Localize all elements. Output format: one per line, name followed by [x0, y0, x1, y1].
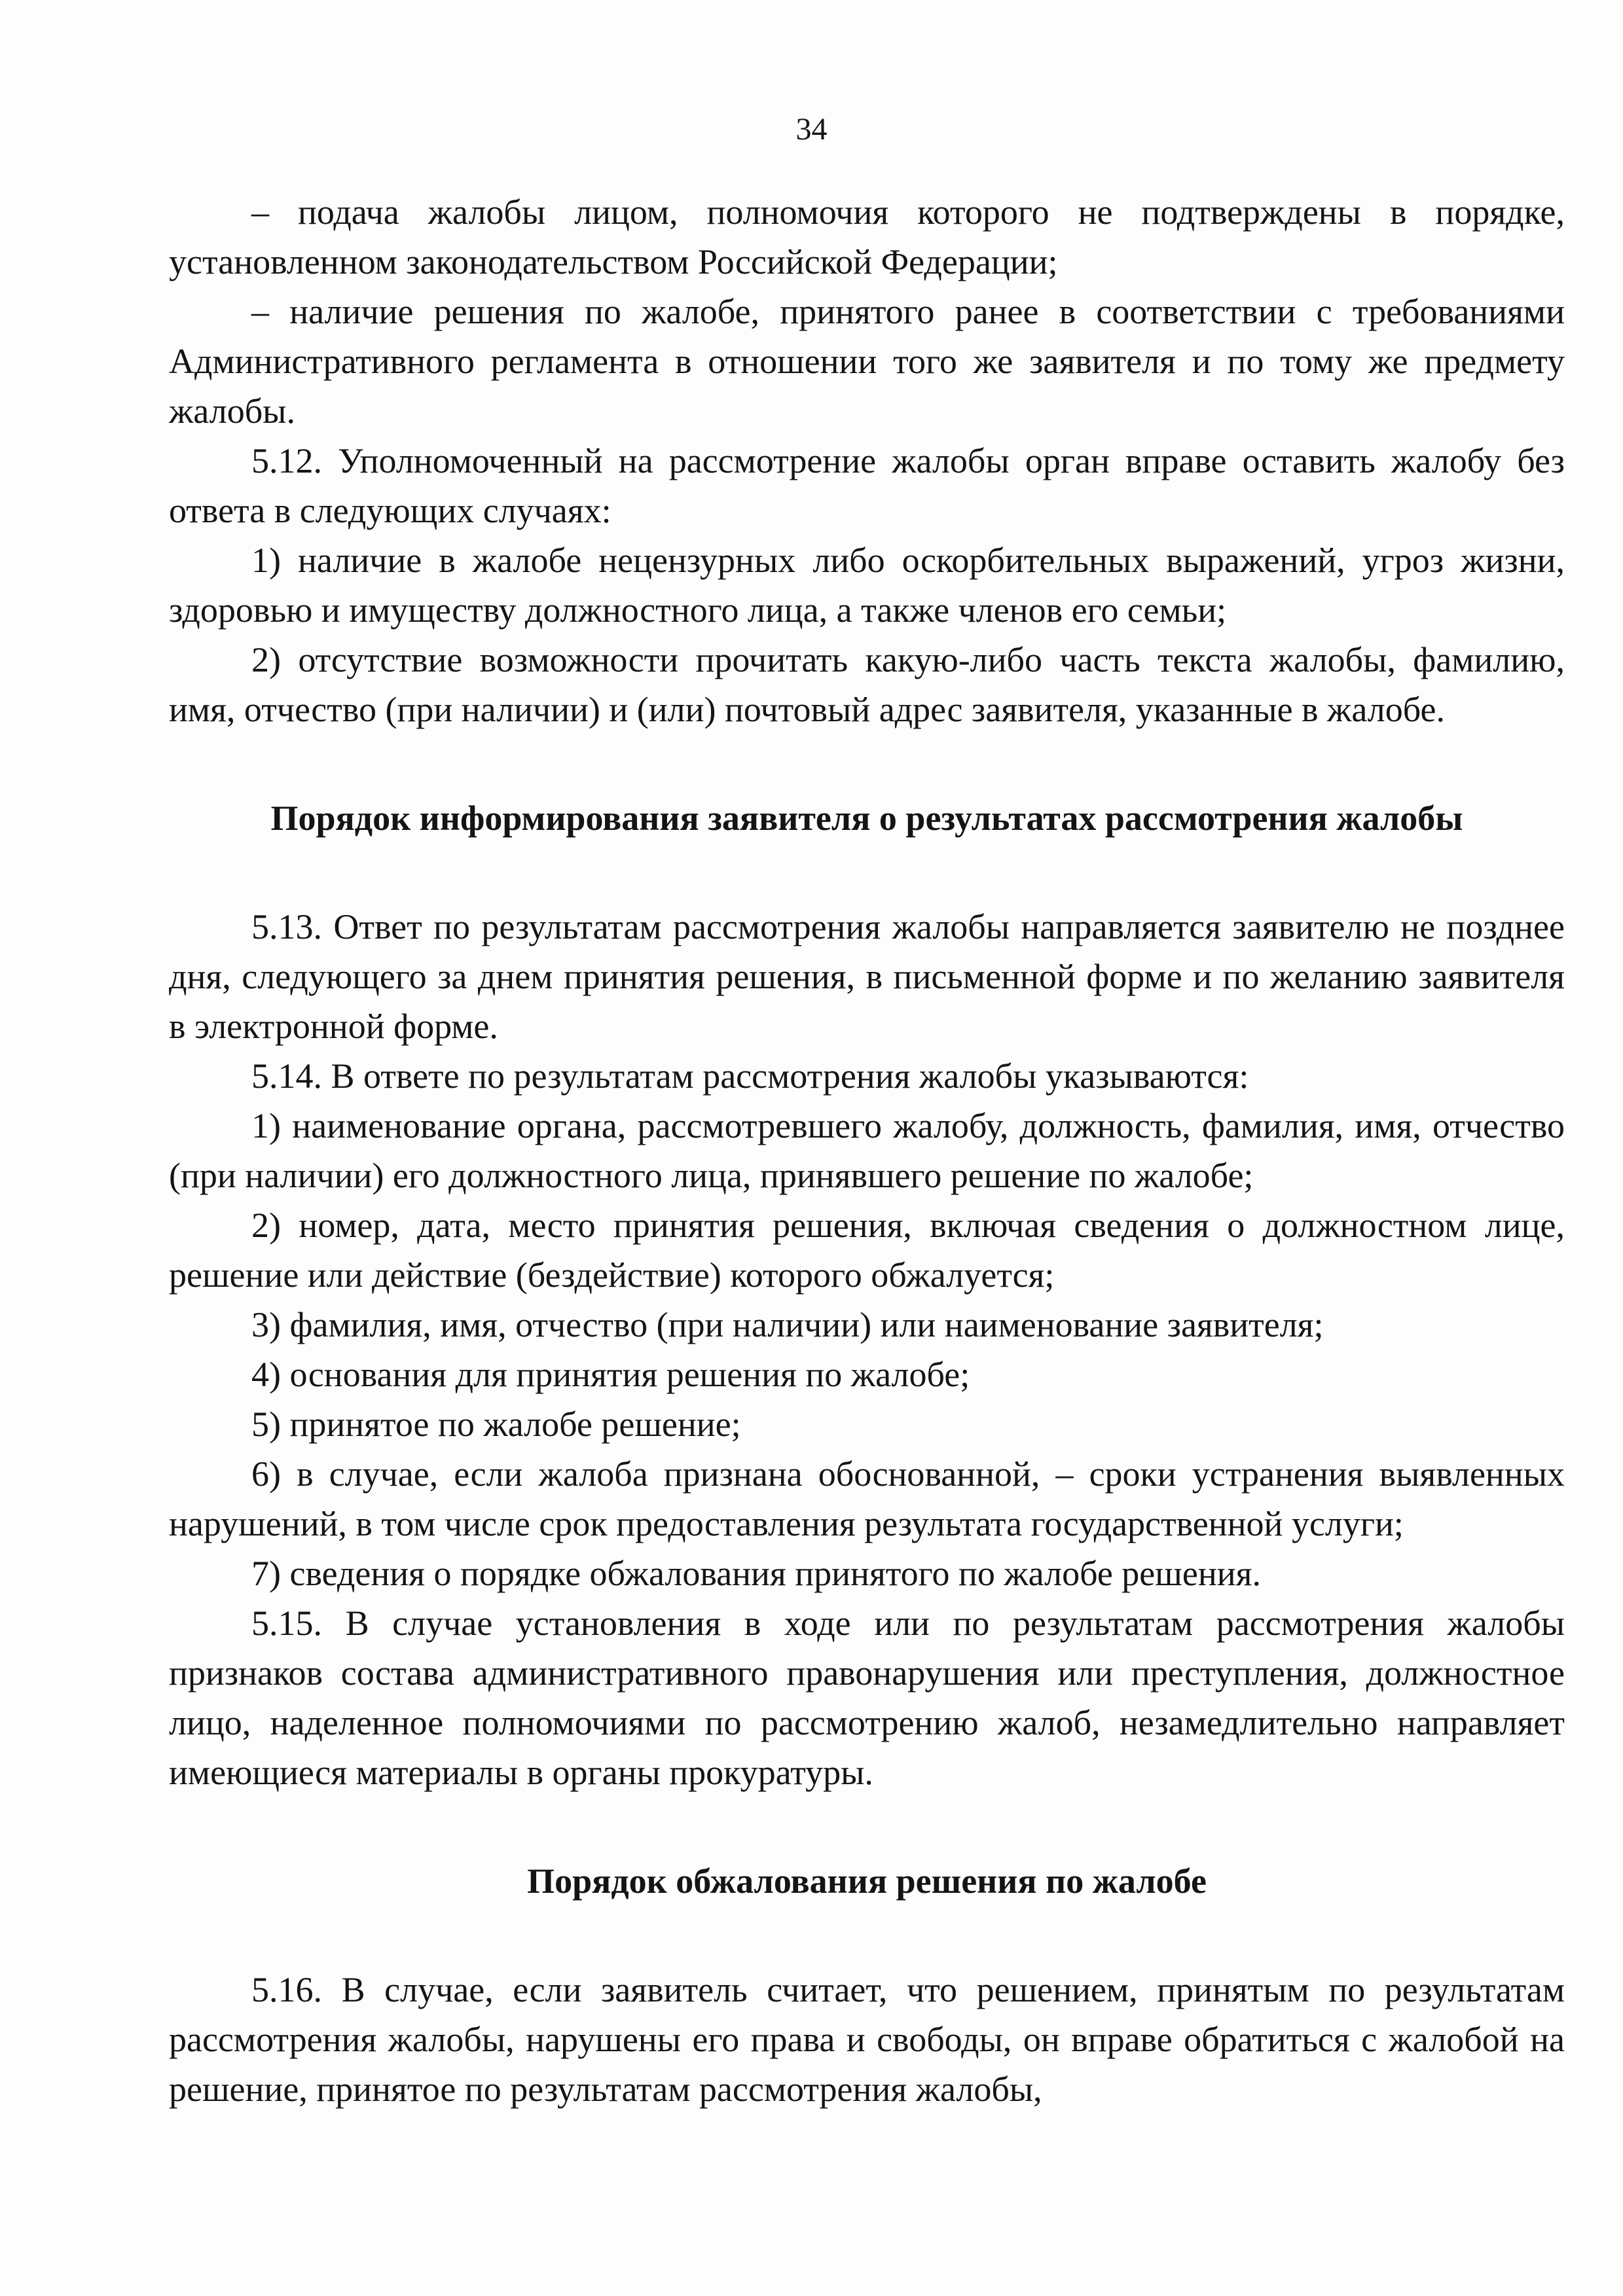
paragraph: 5.13. Ответ по результатам рассмотрения жалобы направляется заявителю не позднее дня, следующего за днем принятия решения, в письменной форме и по желанию заявителя в электронной форме.	[169, 907, 1565, 1046]
paragraph: – наличие решения по жалобе, принятого ранее в соответствии с требованиями Административного регламента в отношении того же заявителя и по тому же предмету жалобы.	[169, 292, 1565, 431]
paragraph: 5.12. Уполномоченный на рассмотрение жалобы орган вправе оставить жалобу без ответа в следующих случаях:	[169, 441, 1565, 530]
paragraph: 1) наличие в жалобе нецензурных либо оскорбительных выражений, угроз жизни, здоровью и имуществу должностного лица, а также членов его семьи;	[169, 541, 1565, 630]
paragraph: 3) фамилия, имя, отчество (при наличии) или наименование заявителя;	[251, 1305, 1324, 1344]
paragraph: 1) наименование органа, рассмотревшего жалобу, должность, фамилия, имя, отчество (при наличии) его должностного лица, принявшего решение по жалобе;	[169, 1106, 1565, 1195]
page-number: 34	[795, 112, 828, 147]
paragraph: 5) принятое по жалобе решение;	[251, 1405, 741, 1444]
document-body	[169, 187, 1565, 2114]
paragraph: 4) основания для принятия решения по жалобе;	[251, 1355, 970, 1394]
spacer	[169, 843, 1565, 902]
section-heading: Порядок обжалования решения по жалобе	[527, 1861, 1207, 1901]
paragraph: 6) в случае, если жалоба признана обоснованной, – сроки устранения выявленных нарушений, в том числе срок предоставления результата государственной услуги;	[169, 1454, 1565, 1543]
paragraph: 2) номер, дата, место принятия решения, включая сведения о должностном лице, решение или действие (бездействие) которого обжалуется;	[169, 1206, 1565, 1295]
paragraph: 2) отсутствие возможности прочитать какую-либо часть текста жалобы, фамилию, имя, отчество (при наличии) и (или) почтовый адрес заявителя, указанные в жалобе.	[169, 640, 1565, 729]
spacer	[169, 1797, 1565, 1856]
spacer	[169, 1906, 1565, 1965]
section-heading: Порядок информирования заявителя о результатах рассмотрения жалобы	[270, 798, 1463, 838]
paragraph: 5.15. В случае установления в ходе или по результатам рассмотрения жалобы признаков состава административного правонарушения или преступления, должностное лицо, наделенное полномочиями по рассмотрению жалоб, незамедлительно направляет имеющиеся материалы в органы прокуратуры.	[169, 1604, 1565, 1792]
paragraph: – подача жалобы лицом, полномочия которого не подтверждены в порядке, установленном законодательством Российской Федерации;	[169, 192, 1565, 281]
paragraph: 5.16. В случае, если заявитель считает, что решением, принятым по результатам рассмотрения жалобы, нарушены его права и свободы, он вправе обратиться с жалобой на решение, принятое по результатам рассмотрения жалобы,	[169, 1970, 1565, 2109]
spacer	[169, 734, 1565, 793]
paragraph: 5.14. В ответе по результатам рассмотрения жалобы указываются:	[251, 1056, 1249, 1096]
paragraph: 7) сведения о порядке обжалования принятого по жалобе решения.	[251, 1554, 1261, 1593]
